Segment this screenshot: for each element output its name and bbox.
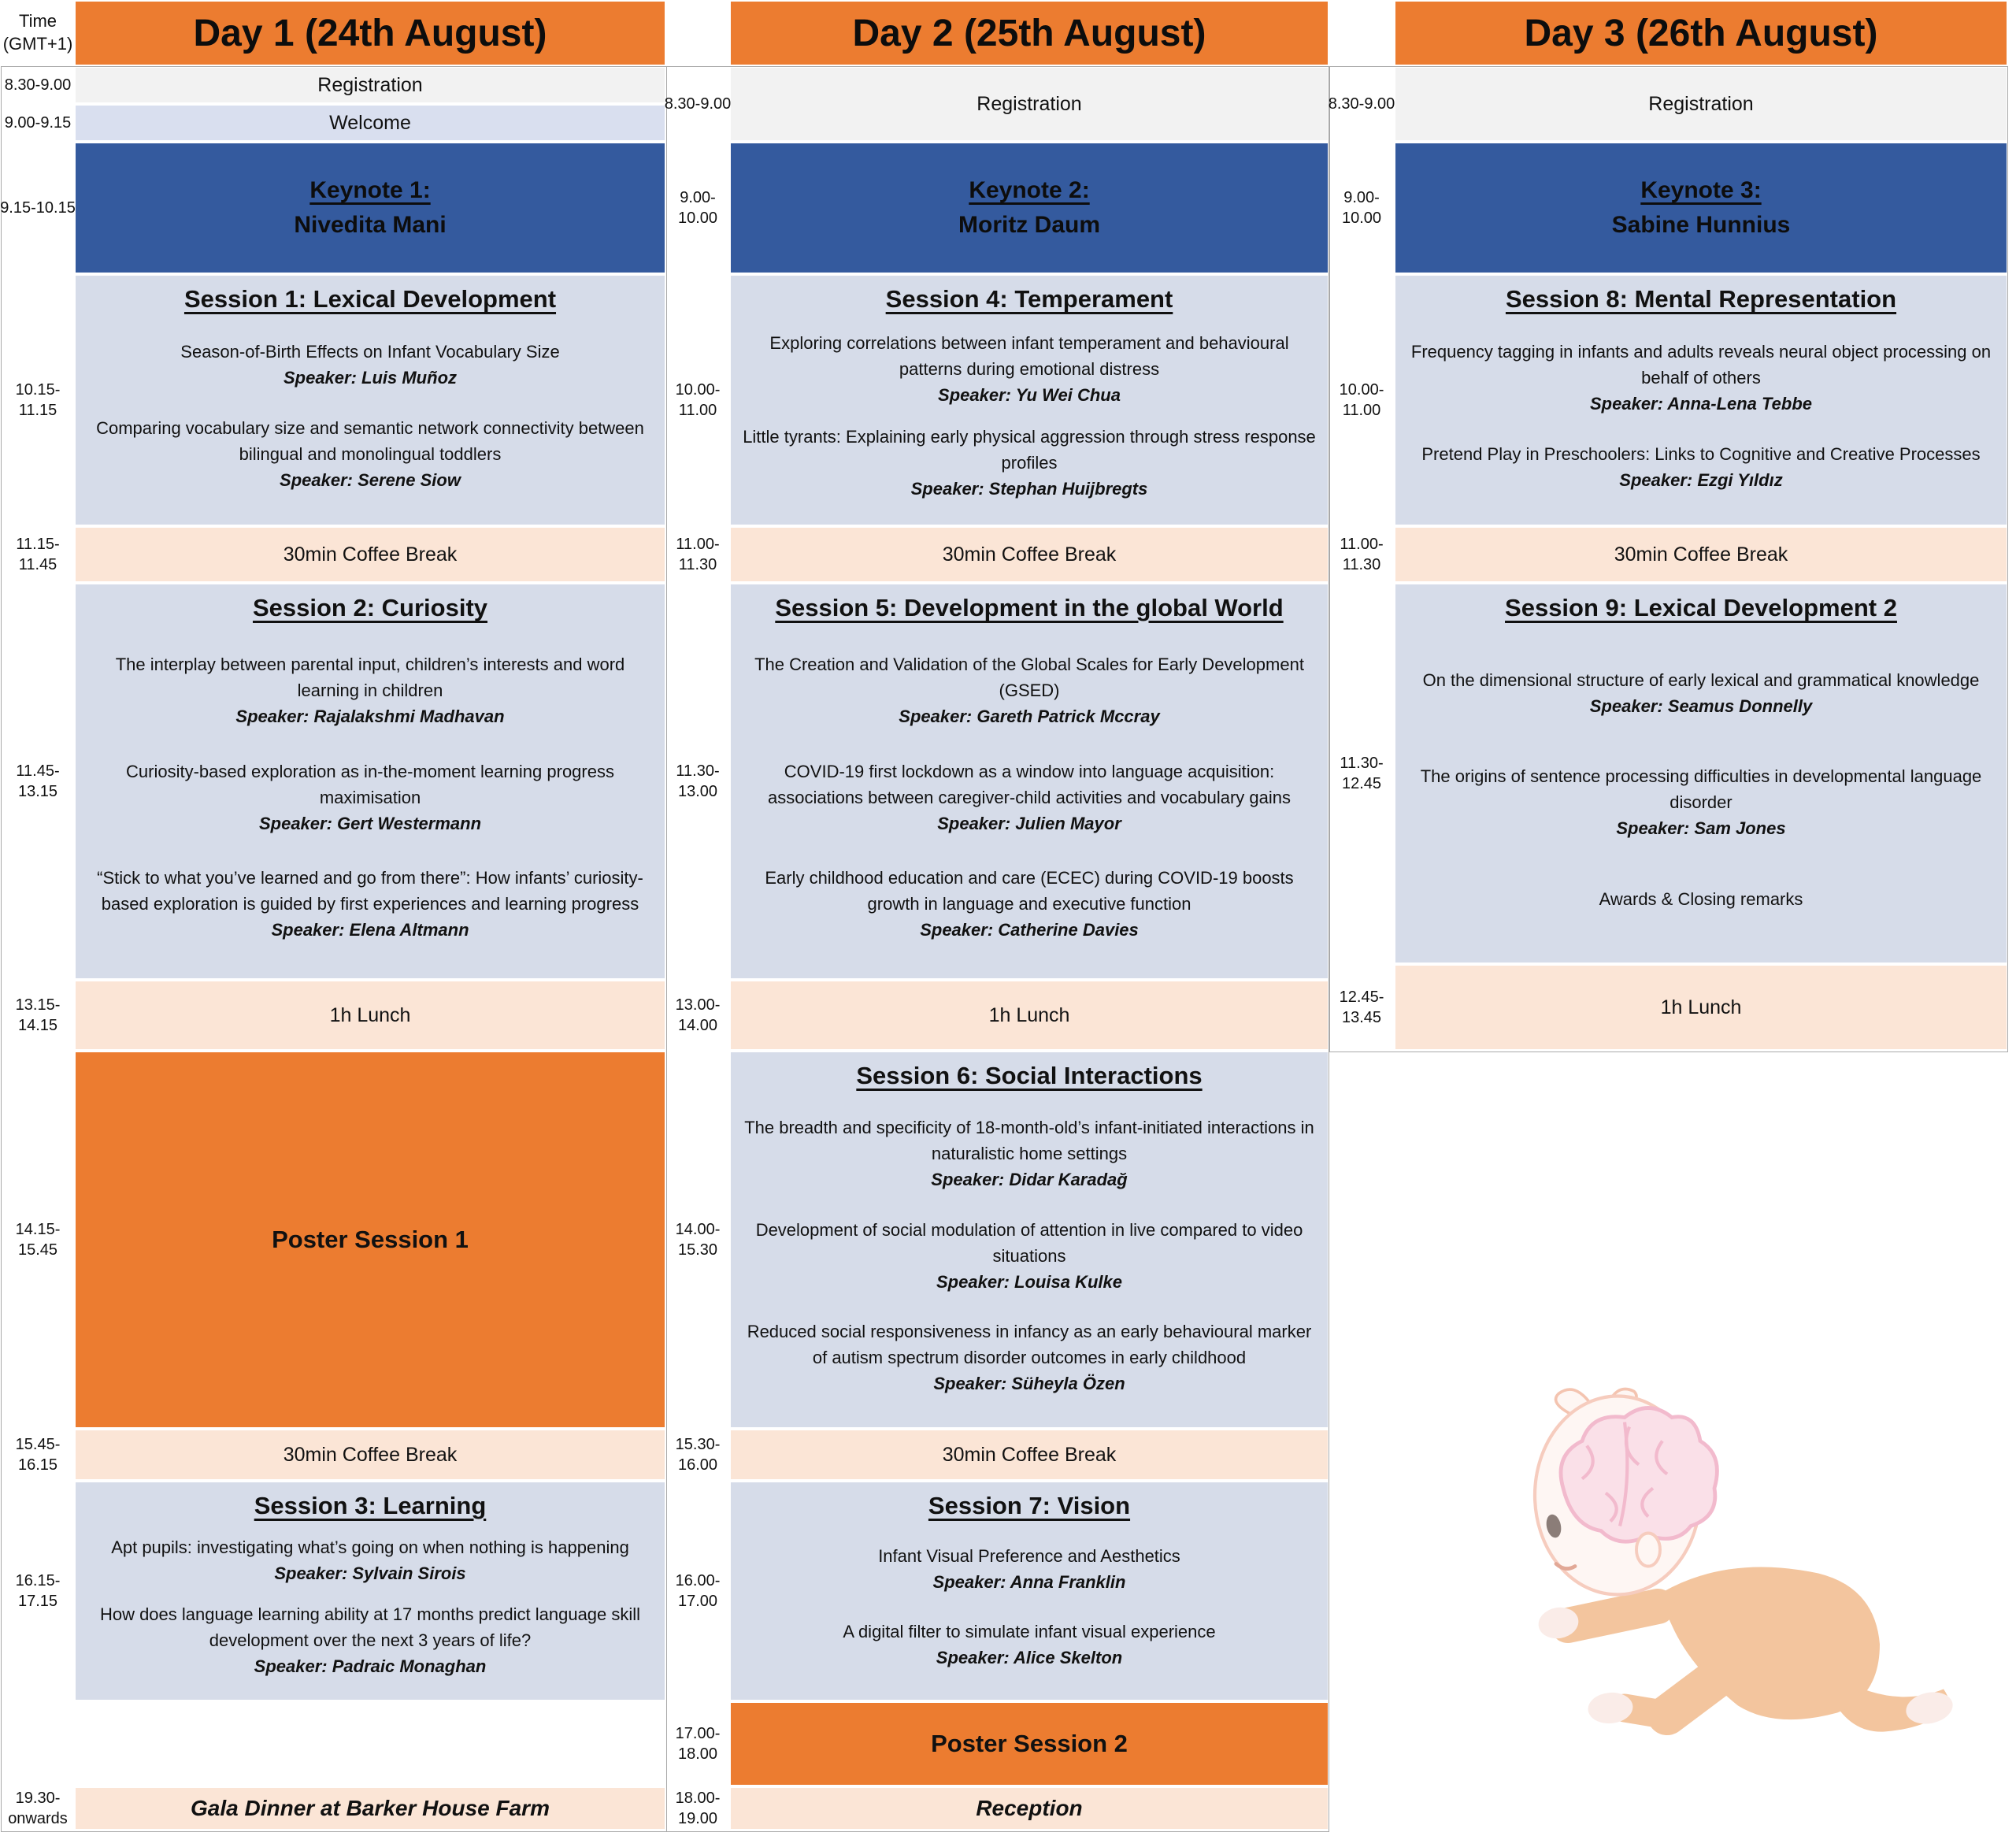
talk-title: On the dimensional structure of early lexical and grammatical knowledge (1422, 669, 1980, 690)
talk-speaker: Speaker: Julien Mayor (937, 813, 1121, 833)
day2-time-coffee1 (666, 528, 729, 581)
talk-title: The breadth and specificity of 18-month-old’s infant-initiated interactions in naturalistic home settings (744, 1117, 1314, 1163)
time-header-line2: (GMT+1) (2, 34, 73, 54)
talk-list (737, 313, 1321, 518)
day1-time-coffee1 (2, 528, 74, 581)
talk-speaker: Speaker: Süheyla Özen (933, 1374, 1125, 1394)
talk-speaker: Speaker: Anna-Lena Tebbe (1590, 393, 1812, 414)
talk-speaker: Speaker: Didar Karadağ (931, 1169, 1128, 1189)
time-text: 8.30-9.00 (1328, 95, 1395, 113)
session-title: Session 3: Learning (254, 1492, 487, 1519)
day1-coffee-break-1: 30min Coffee Break (76, 528, 665, 581)
baby-front-arm (1568, 1607, 1658, 1626)
day2-time-session7 (666, 1482, 729, 1700)
day3-time-lunch (1329, 966, 1394, 1049)
day2-registration-row: Registration (731, 68, 1328, 140)
day2-session7-block (731, 1482, 1328, 1700)
talk-speaker: Speaker: Padraic Monaghan (254, 1656, 487, 1676)
day3-registration-row: Registration (1395, 68, 2007, 140)
time-text: 15.30- (675, 1436, 721, 1453)
time-text: onwards (8, 1810, 68, 1827)
day3-coffee-break-1: 30min Coffee Break (1395, 528, 2007, 581)
talk-speaker: Speaker: Stephan Huijbregts (910, 479, 1148, 499)
time-text: 11.45 (18, 556, 57, 573)
time-text: 15.30 (677, 1241, 718, 1259)
session-title: Session 4: Temperament (885, 285, 1173, 313)
time-text: 16.15- (15, 1572, 61, 1589)
talk (85, 865, 655, 943)
talk-list (82, 622, 658, 972)
day1-time-coffee2 (2, 1430, 74, 1479)
talk (85, 651, 655, 729)
day2-time-coffee2 (666, 1430, 729, 1479)
day2-poster-session-2: Poster Session 2 (731, 1703, 1328, 1785)
talk (1405, 763, 1997, 841)
day1-lunch-row: 1h Lunch (76, 981, 665, 1049)
day2-time-session5 (666, 584, 729, 978)
day3-session8-block (1395, 276, 2007, 525)
day3-lunch-row: 1h Lunch (1395, 966, 2007, 1049)
talk (1405, 339, 1997, 417)
time-text: 17.15 (17, 1593, 58, 1610)
talk-title: Comparing vocabulary size and semantic network connectivity between bilingual and monolingual toddlers (96, 418, 644, 465)
day2-session6-block (731, 1052, 1328, 1427)
talk-speaker: Speaker: Alice Skelton (936, 1647, 1123, 1667)
time-text: 18.00- (675, 1790, 721, 1807)
day3-keynote-block (1395, 143, 2007, 273)
session-title: Session 2: Curiosity (252, 594, 488, 621)
day2-time-lunch (666, 981, 729, 1049)
talk-title: Little tyrants: Explaining early physical aggression through stress response profiles (743, 427, 1316, 473)
time-text: 11.00 (1342, 402, 1381, 419)
talk-speaker: Speaker: Luis Muñoz (283, 367, 458, 388)
day1-welcome-row: Welcome (76, 106, 665, 140)
talk (740, 1115, 1318, 1192)
talk-title: Season-of-Birth Effects on Infant Vocabulary Size (180, 341, 560, 362)
time-text: 15.45 (17, 1241, 58, 1259)
time-text: 11.30 (678, 556, 717, 573)
day3-session9-block (1395, 584, 2007, 963)
day2-time-session6 (666, 1052, 729, 1427)
talk-list (1402, 622, 2000, 956)
time-text: 9.00-9.15 (4, 114, 72, 132)
day3-header: Day 3 (26th August) (1395, 2, 2007, 65)
time-text: 13.45 (1341, 1009, 1382, 1026)
talk-title: Apt pupils: investigating what’s going on when nothing is happening (111, 1537, 629, 1558)
keynote-speaker: Sabine Hunnius (1611, 212, 1791, 238)
awards-closing-remarks: Awards & Closing remarks (1599, 888, 1803, 909)
time-text: 8.30-9.00 (664, 95, 732, 113)
talk-list (82, 313, 658, 518)
time-text: 14.00 (677, 1017, 718, 1034)
time-text: 10.00- (675, 381, 721, 399)
day1-time-gala (2, 1788, 74, 1829)
time-text: 18.00 (677, 1745, 718, 1763)
time-text: 14.00- (675, 1221, 721, 1238)
time-text: 10.00 (1341, 210, 1382, 227)
day2-session4-block (731, 276, 1328, 525)
talk-speaker: Speaker: Gert Westermann (258, 813, 482, 833)
time-text: 10.15- (15, 381, 61, 399)
talk-list (82, 1520, 658, 1693)
talk-title: The Creation and Validation of the Global Scales for Early Development (GSED) (754, 654, 1304, 700)
day2-reception-row: Reception (731, 1788, 1328, 1829)
day1-time-poster (2, 1052, 74, 1427)
talk (740, 1619, 1318, 1671)
session-title: Session 7: Vision (928, 1492, 1131, 1519)
talk (740, 1319, 1318, 1396)
day2-coffee-break-1: 30min Coffee Break (731, 528, 1328, 581)
crawling-baby-brain-illustration (1492, 1374, 2016, 1836)
time-column-header (2, 2, 74, 65)
session-title: Session 9: Lexical Development 2 (1505, 594, 1897, 621)
time-text: 17.00- (675, 1725, 721, 1742)
talk (85, 415, 655, 493)
talk-title: The origins of sentence processing difficulties in developmental language disorder (1420, 766, 1982, 812)
talk-title: Early childhood education and care (ECEC) during COVID-19 boosts growth in language and executive function (765, 868, 1294, 914)
talk (740, 759, 1318, 836)
time-text: 11.15 (18, 402, 57, 419)
day3-time-session9 (1329, 584, 1394, 963)
time-text: 19.30- (15, 1790, 61, 1807)
keynote-speaker: Nivedita Mani (294, 212, 447, 238)
keynote-speaker: Moritz Daum (958, 212, 1100, 238)
time-text: 11.00 (678, 402, 717, 419)
talk-title: COVID-19 first lockdown as a window into language acquisition: associations between caregiver-child activities and vocabulary gains (767, 761, 1292, 807)
talk-title: Pretend Play in Preschoolers: Links to Cognitive and Creative Processes (1421, 444, 1981, 465)
talk-title: Frequency tagging in infants and adults reveals neural object processing on behalf of others (1410, 341, 1992, 388)
session-title: Session 8: Mental Representation (1505, 285, 1897, 313)
talk (740, 424, 1318, 502)
time-text: 14.15 (17, 1017, 58, 1034)
day2-header: Day 2 (25th August) (731, 2, 1328, 65)
talk (1405, 667, 1997, 719)
talk-title: Curiosity-based exploration as in-the-moment learning progress maximisation (126, 761, 614, 807)
talk (740, 651, 1318, 729)
talk-title: Development of social modulation of attention in live compared to video situations (755, 1219, 1303, 1266)
day1-session1-block (76, 276, 665, 525)
talk-speaker: Speaker: Anna Franklin (932, 1572, 1126, 1593)
talk (740, 1543, 1318, 1595)
talk (85, 339, 655, 391)
keynote-title: Keynote 2: (969, 177, 1090, 203)
time-text: 16.15 (17, 1456, 58, 1474)
session-title: Session 1: Lexical Development (183, 285, 557, 313)
day3-time-keynote (1329, 143, 1394, 273)
time-text: 13.15 (17, 783, 58, 800)
day2-session5-block (731, 584, 1328, 978)
day3-time-coffee1 (1329, 528, 1394, 581)
talk-title: How does language learning ability at 17 months predict language skill development over the next 3 years of life? (99, 1604, 641, 1650)
day2-coffee-break-2: 30min Coffee Break (731, 1430, 1328, 1479)
talk-speaker: Speaker: Catherine Davies (920, 920, 1139, 940)
session-title: Session 6: Social Interactions (856, 1062, 1203, 1089)
day1-session3-block (76, 1482, 665, 1700)
day2-time-poster2 (666, 1703, 729, 1785)
time-text: 17.00 (677, 1593, 718, 1610)
day1-registration-row: Registration (76, 68, 665, 102)
day1-time-welcome (2, 106, 74, 140)
talk-speaker: Speaker: Serene Siow (280, 470, 461, 491)
time-text: 9.15-10.15 (0, 199, 76, 217)
day2-lunch-row: 1h Lunch (731, 981, 1328, 1049)
time-text: 9.00- (680, 189, 716, 206)
talk (1405, 441, 1997, 493)
talk-speaker: Speaker: Gareth Patrick Mccray (899, 706, 1160, 726)
day3-time-session8 (1329, 276, 1394, 525)
talk-title: A digital filter to simulate infant visual experience (843, 1621, 1216, 1641)
talk (740, 1217, 1318, 1295)
time-header-line1: Time (18, 11, 57, 32)
day2-time-reception (666, 1788, 729, 1829)
day1-time-session1 (2, 276, 74, 525)
time-text: 11.15- (16, 536, 60, 553)
time-text: 11.00- (1340, 536, 1384, 553)
time-text: 12.45- (1339, 988, 1384, 1006)
time-text: 11.45- (16, 762, 60, 780)
day2-keynote-block (731, 143, 1328, 273)
time-text: 13.00- (675, 996, 721, 1014)
time-text: 14.15- (15, 1221, 61, 1238)
talk-speaker: Speaker: Sylvain Sirois (274, 1563, 466, 1584)
talk-speaker: Speaker: Sam Jones (1616, 818, 1786, 838)
time-text: 13.15- (15, 996, 61, 1014)
talk-list (737, 1090, 1321, 1421)
time-text: 15.45- (15, 1436, 61, 1453)
day1-time-session2 (2, 584, 74, 978)
time-text: 13.00 (677, 783, 718, 800)
baby-ear (1636, 1534, 1660, 1567)
baby-head (1535, 1389, 1717, 1595)
day1-time-keynote (2, 143, 74, 273)
talk-speaker: Speaker: Seamus Donnelly (1589, 695, 1813, 716)
time-text: 11.30- (1340, 755, 1384, 772)
talk-speaker: Speaker: Yu Wei Chua (938, 384, 1121, 405)
talk-title: Exploring correlations between infant temperament and behavioural patterns during emotional distress (769, 332, 1289, 379)
day1-session2-block (76, 584, 665, 978)
day2-time-registration (664, 68, 732, 140)
day2-time-session4 (666, 276, 729, 525)
talk-title: Reduced social responsiveness in infancy as an early behavioural marker of autism spectrum disorder outcomes in early childhood (747, 1322, 1312, 1368)
talk-title: Infant Visual Preference and Aesthetics (878, 1546, 1180, 1567)
time-text: 10.00- (1339, 381, 1384, 399)
talk-title: “Stick to what you’ve learned and go from there”: How infants’ curiosity-based exploration is guided by first experiences and learning progress (97, 868, 643, 914)
day1-gala-dinner-row: Gala Dinner at Barker House Farm (76, 1788, 665, 1829)
talk (85, 1601, 655, 1679)
day3-time-registration (1329, 68, 1394, 140)
time-text: 11.30- (676, 762, 720, 780)
time-text: 16.00 (677, 1456, 718, 1474)
day1-time-session3 (2, 1482, 74, 1700)
time-text: 11.30 (1342, 556, 1381, 573)
talk (740, 865, 1318, 943)
time-text: 10.00 (677, 210, 718, 227)
day1-poster-session-1: Poster Session 1 (76, 1052, 665, 1427)
talk-list (737, 1520, 1321, 1693)
talk-title: The interplay between parental input, children’s interests and word learning in children (115, 654, 625, 700)
talk-speaker: Speaker: Rajalakshmi Madhavan (235, 706, 505, 726)
talk (740, 330, 1318, 408)
day1-time-registration (2, 68, 74, 102)
time-text: 12.45 (1341, 775, 1382, 792)
day2-time-keynote (666, 143, 729, 273)
time-text: 16.00- (675, 1572, 721, 1589)
talk-list (1402, 313, 2000, 518)
talk-speaker: Speaker: Elena Altmann (271, 920, 469, 940)
time-text: 19.00 (677, 1810, 718, 1827)
day1-coffee-break-2: 30min Coffee Break (76, 1430, 665, 1479)
day1-header: Day 1 (24th August) (76, 2, 665, 65)
talk (85, 759, 655, 836)
keynote-title: Keynote 3: (1640, 177, 1762, 203)
talk-speaker: Speaker: Ezgi Yıldız (1619, 470, 1783, 491)
talk-list (737, 622, 1321, 972)
time-text: 8.30-9.00 (4, 76, 72, 94)
day1-time-lunch (2, 981, 74, 1049)
talk-speaker: Speaker: Louisa Kulke (936, 1271, 1122, 1292)
session-title: Session 5: Development in the global World (775, 594, 1284, 621)
talk (85, 1534, 655, 1586)
keynote-title: Keynote 1: (309, 177, 431, 203)
time-text: 11.00- (676, 536, 720, 553)
day1-keynote-block (76, 143, 665, 273)
time-text: 9.00- (1343, 189, 1380, 206)
